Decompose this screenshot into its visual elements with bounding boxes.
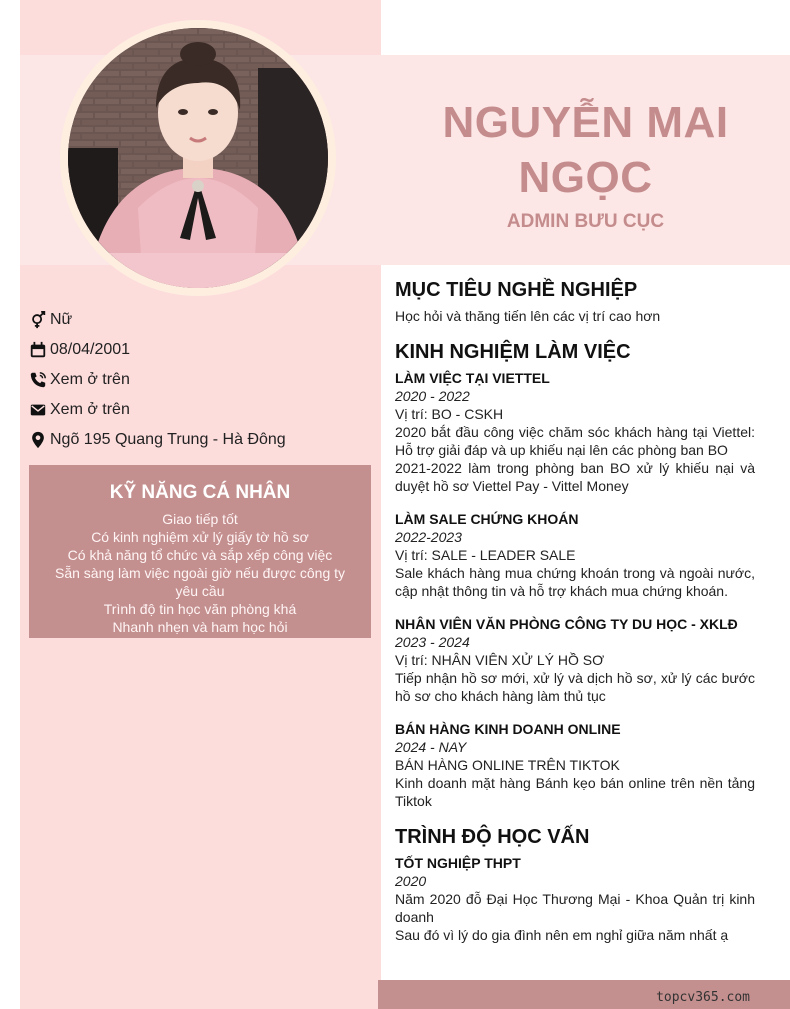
phone-text: Xem ở trên <box>50 371 130 388</box>
avatar <box>68 28 328 288</box>
education-title: TRÌNH ĐỘ HỌC VẤN <box>395 826 590 848</box>
objective-text: Học hỏi và thăng tiến lên các vị trí cao hơn <box>395 308 661 324</box>
experience-title: KINH NGHIỆM LÀM VIỆC <box>395 341 631 363</box>
job-entry <box>395 720 755 810</box>
job-position: Vị trí: SALE - LEADER SALE <box>395 547 576 563</box>
job-title: BÁN HÀNG KINH DOANH ONLINE <box>395 721 621 737</box>
skill-item: Có khả năng tổ chức và sắp xếp công việc <box>67 547 333 563</box>
job-period: 2022-2023 <box>395 529 462 545</box>
job-period: 2023 - 2024 <box>395 634 470 650</box>
job-role: ADMIN BƯU CỤC <box>506 211 665 232</box>
objective-title: MỤC TIÊU NGHỀ NGHIỆP <box>395 279 638 301</box>
job-position: Vị trí: NHÂN VIÊN XỬ LÝ HỒ SƠ <box>395 652 605 668</box>
phone-icon <box>28 370 48 390</box>
name-block <box>381 95 790 233</box>
job-entry <box>395 369 755 495</box>
contact-address <box>28 425 373 455</box>
job-description-2: 2021-2022 làm trong phòng ban BO xử lý khiếu nại và duyệt hồ sơ Viettel Pay - Vittel Money <box>395 460 755 494</box>
contact-gender <box>28 305 373 335</box>
skill-item: Trình độ tin học văn phòng khá <box>103 601 297 617</box>
email-text: Xem ở trên <box>50 401 130 418</box>
job-entry <box>395 615 755 705</box>
skills-title: KỸ NĂNG CÁ NHÂN <box>109 482 291 503</box>
job-period: 2020 - 2022 <box>395 388 470 404</box>
education-period: 2020 <box>395 873 427 889</box>
right-column <box>395 277 755 944</box>
job-entry <box>395 510 755 600</box>
education-description-2: Sau đó vì lý do gia đình nên em nghỉ giữa năm nhất ạ <box>395 927 729 943</box>
gender-text: Nữ <box>50 311 73 328</box>
avatar-photo <box>68 28 328 288</box>
job-position: Vị trí: BO - CSKH <box>395 406 504 422</box>
degree-title: TỐT NGHIỆP THPT <box>395 855 521 871</box>
full-name-line1: NGUYỄN MAI <box>442 98 729 147</box>
job-description: Sale khách hàng mua chứng khoán trong và ngoài nước, cập nhật thông tin và hỗ trợ khách mua chứng khoán. <box>395 565 755 599</box>
address-text: Ngõ 195 Quang Trung - Hà Đông <box>50 431 286 448</box>
job-period: 2024 - NAY <box>395 739 467 755</box>
calendar-icon <box>28 340 48 360</box>
job-title: LÀM VIỆC TẠI VIETTEL <box>395 370 550 386</box>
footer-site: topcv365.com <box>656 990 750 1005</box>
skill-item: Sẵn sàng làm việc ngoài giờ nếu được công ty yêu cầu <box>55 565 346 599</box>
full-name-line2: NGỌC <box>518 153 653 202</box>
job-description: Tiếp nhận hồ sơ mới, xử lý và dịch hồ sơ, xử lý các bước hồ sơ cho khách hàng làm thủ tục <box>395 670 755 704</box>
birthday-text: 08/04/2001 <box>50 341 131 358</box>
education-entry <box>395 854 755 944</box>
job-description: 2020 bắt đầu công việc chăm sóc khách hàng tại Viettel: Hỗ trợ giải đáp và up khiếu nại lên các phòng ban BO <box>395 424 755 458</box>
contact-phone <box>28 365 373 395</box>
job-position: BÁN HÀNG ONLINE TRÊN TIKTOK <box>395 757 620 773</box>
skill-item: Có kinh nghiệm xử lý giấy tờ hồ sơ <box>91 529 309 545</box>
location-pin-icon <box>28 430 48 450</box>
skill-item: Nhanh nhẹn và ham học hỏi <box>112 619 288 635</box>
job-description: Kinh doanh mặt hàng Bánh kẹo bán online trên nền tảng Tiktok <box>395 775 755 809</box>
job-title: NHÂN VIÊN VĂN PHÒNG CÔNG TY DU HỌC - XKLĐ <box>395 616 738 632</box>
contact-birthday <box>28 335 373 365</box>
contact-email <box>28 395 373 425</box>
contact-list <box>28 305 373 455</box>
job-title: LÀM SALE CHỨNG KHOÁN <box>395 511 579 527</box>
education-description: Năm 2020 đỗ Đại Học Thương Mại - Khoa Quản trị kinh doanh <box>395 891 755 925</box>
mail-icon <box>28 400 48 420</box>
gender-icon <box>28 310 48 330</box>
skill-item: Giao tiếp tốt <box>162 511 238 527</box>
skills-box <box>29 465 371 638</box>
footer-bar <box>378 980 790 1009</box>
